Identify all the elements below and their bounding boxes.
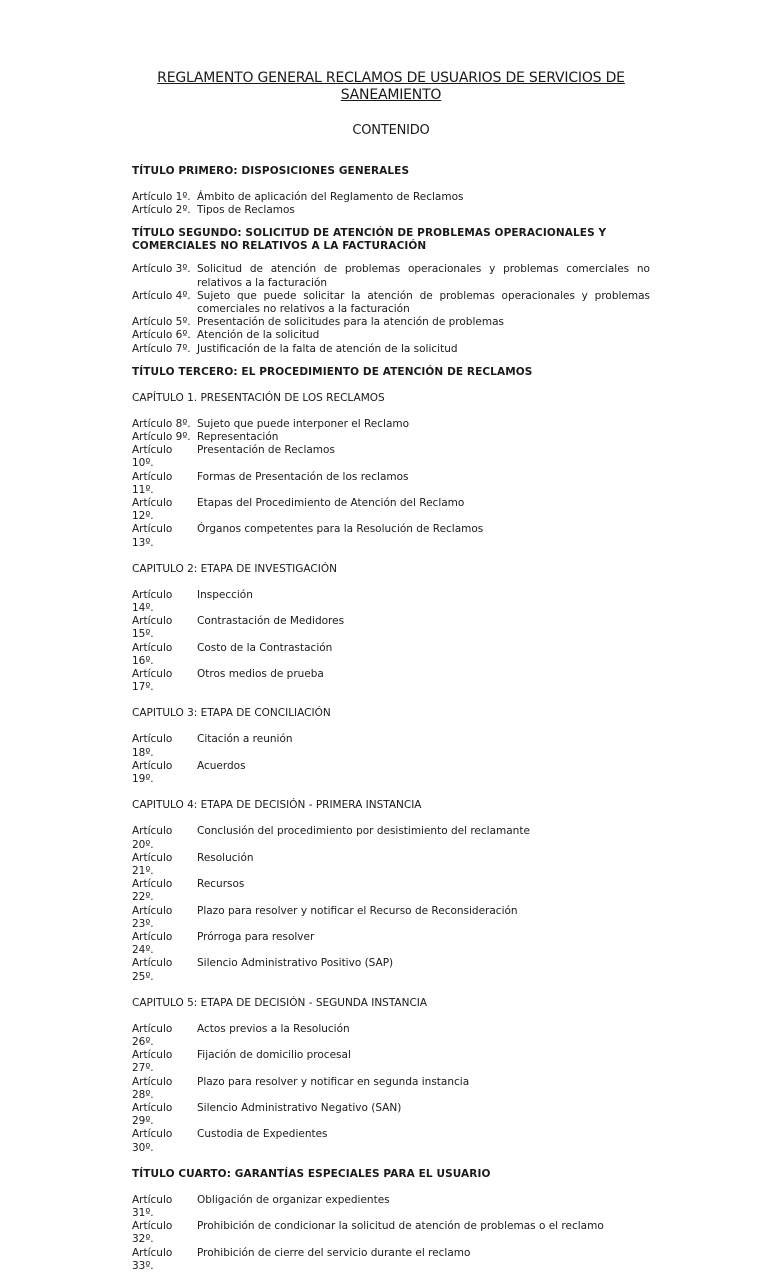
article-title: Representación <box>197 431 279 444</box>
article-label: Artículo 15º. <box>132 615 173 641</box>
article-entry <box>132 191 650 204</box>
article-label: Artículo 28º. <box>132 1075 173 1101</box>
document-title: REGLAMENTO GENERAL RECLAMOS DE USUARIOS DE SERVICIOS DE SANEAMIENTO <box>157 70 625 103</box>
article-title: Obligación de organizar expedientes <box>197 1193 390 1206</box>
chapter-heading: CAPÍTULO 1. PRESENTACIÓN DE LOS RECLAMOS <box>132 391 385 404</box>
article-label: Artículo 10º. <box>132 444 173 470</box>
article-entry <box>132 878 650 904</box>
article-title: Costo de la Contrastación <box>197 641 333 654</box>
article-title: Conclusión del procedimiento por desistimiento del reclamante <box>197 825 530 838</box>
article-label: Artículo 3º. <box>132 263 191 276</box>
article-title: Silencio Administrativo Negativo (SAN) <box>197 1101 402 1114</box>
article-title: Actos previos a la Resolución <box>197 1022 350 1035</box>
article-entry <box>132 642 650 668</box>
article-list <box>132 1023 650 1155</box>
article-list <box>132 733 650 786</box>
article-list <box>132 589 650 695</box>
article-list <box>132 825 650 983</box>
section-heading: TÍTULO SEGUNDO: SOLICITUD DE ATENCIÓN DE PROBLEMAS OPERACIONALES Y COMERCIALES NO RELATIVOS A LA FACTURACIÓN <box>132 227 607 253</box>
article-label: Artículo 16º. <box>132 641 173 667</box>
article-list <box>132 263 650 355</box>
article-label: Artículo 5º. <box>132 316 191 329</box>
article-label: Artículo 26º. <box>132 1022 173 1048</box>
article-title: Justificación de la falta de atención de la solicitud <box>197 342 458 355</box>
article-entry <box>132 497 650 523</box>
article-entry <box>132 1049 650 1075</box>
article-title: Contrastación de Medidores <box>197 615 345 628</box>
table-of-contents <box>132 165 650 1273</box>
article-entry <box>132 1102 650 1128</box>
article-label: Artículo 1º. <box>132 191 191 203</box>
article-title: Fijación de domicilio procesal <box>197 1049 351 1062</box>
article-title: Plazo para resolver y notificar en segunda instancia <box>197 1075 470 1088</box>
article-entry <box>132 290 650 316</box>
article-entry <box>132 852 650 878</box>
article-label: Artículo 27º. <box>132 1049 173 1075</box>
article-entry <box>132 343 650 356</box>
article-title: Inspección <box>197 588 253 601</box>
article-label: Artículo 2º. <box>132 204 191 217</box>
article-label: Artículo 22º. <box>132 878 173 904</box>
article-entry <box>132 931 650 957</box>
article-entry <box>132 1220 650 1246</box>
article-entry <box>132 523 650 549</box>
article-entry <box>132 615 650 641</box>
section-heading: TÍTULO CUARTO: GARANTÍAS ESPECIALES PARA EL USUARIO <box>132 1167 491 1180</box>
article-label: Artículo 25º. <box>132 957 173 983</box>
article-label: Artículo 9º. <box>132 431 191 444</box>
section-heading: TÍTULO TERCERO: EL PROCEDIMIENTO DE ATENCIÓN DE RECLAMOS <box>132 365 533 378</box>
article-title: Formas de Presentación de los reclamos <box>197 470 409 483</box>
article-label: Artículo 32º. <box>132 1220 173 1246</box>
article-title: Acuerdos <box>197 759 246 772</box>
article-label: Artículo 7º. <box>132 342 191 355</box>
article-label: Artículo 13º. <box>132 523 173 549</box>
article-entry <box>132 589 650 615</box>
article-entry <box>132 668 650 694</box>
article-entry <box>132 957 650 983</box>
article-label: Artículo 33º. <box>132 1246 173 1272</box>
article-entry <box>132 316 650 329</box>
article-label: Artículo 30º. <box>132 1128 173 1154</box>
article-entry <box>132 263 650 289</box>
article-entry <box>132 204 650 217</box>
article-title: Prohibición de condicionar la solicitud de atención de problemas o el reclamo <box>197 1220 604 1233</box>
article-title: Atención de la solicitud <box>197 329 320 342</box>
article-entry <box>132 905 650 931</box>
article-title: Recursos <box>197 878 245 891</box>
article-entry <box>132 825 650 851</box>
article-label: Artículo 21º. <box>132 851 173 877</box>
article-title: Presentación de Reclamos <box>197 444 335 457</box>
article-label: Artículo 31º. <box>132 1193 173 1219</box>
article-label: Artículo 8º. <box>132 417 191 430</box>
article-entry <box>132 444 650 470</box>
article-title: Solicitud de atención de problemas operacionales y problemas comerciales no relativos a la facturación <box>197 263 650 289</box>
article-entry <box>132 1023 650 1049</box>
chapter-heading: CAPITULO 4: ETAPA DE DECISIÓN - PRIMERA INSTANCIA <box>132 799 422 812</box>
article-title: Sujeto que puede solicitar la atención de problemas operacionales y problemas comerciales no relativos a la facturación <box>197 289 650 316</box>
article-label: Artículo 20º. <box>132 825 173 851</box>
article-label: Artículo 12º. <box>132 497 173 523</box>
article-label: Artículo 19º. <box>132 759 173 786</box>
article-title: Silencio Administrativo Positivo (SAP) <box>197 957 394 970</box>
article-title: Prórroga para resolver <box>197 930 315 943</box>
article-list <box>132 418 650 550</box>
article-label: Artículo 11º. <box>132 470 173 496</box>
article-label: Artículo 24º. <box>132 930 173 957</box>
article-entry <box>132 760 650 786</box>
contents-heading: CONTENIDO <box>352 123 430 138</box>
article-title: Sujeto que puede interponer el Reclamo <box>197 417 410 430</box>
article-entry <box>132 1247 650 1273</box>
chapter-heading: CAPITULO 2: ETAPA DE INVESTIGACIÓN <box>132 562 337 575</box>
article-title: Etapas del Procedimiento de Atención del Reclamo <box>197 497 465 510</box>
article-title: Otros medios de prueba <box>197 668 324 681</box>
article-entry <box>132 1076 650 1102</box>
article-title: Prohibición de cierre del servicio durante el reclamo <box>197 1246 471 1259</box>
article-entry <box>132 431 650 444</box>
article-label: Artículo 4º. <box>132 289 191 302</box>
article-label: Artículo 17º. <box>132 668 173 694</box>
article-label: Artículo 6º. <box>132 329 191 342</box>
article-title: Plazo para resolver y notificar el Recurso de Reconsideración <box>197 904 518 917</box>
article-title: Presentación de solicitudes para la atención de problemas <box>197 316 504 329</box>
article-list <box>132 191 650 217</box>
article-list <box>132 1194 650 1273</box>
article-title: Custodia de Expedientes <box>197 1128 328 1141</box>
chapter-heading: CAPITULO 3: ETAPA DE CONCILIACIÓN <box>132 707 331 720</box>
article-title: Citación a reunión <box>197 733 293 746</box>
article-title: Resolución <box>197 851 254 864</box>
section-heading: TÍTULO PRIMERO: DISPOSICIONES GENERALES <box>132 165 410 177</box>
article-label: Artículo 23º. <box>132 904 173 930</box>
article-title: Órganos competentes para la Resolución de Reclamos <box>197 523 484 536</box>
chapter-heading: CAPITULO 5: ETAPA DE DECISIÓN - SEGUNDA INSTANCIA <box>132 996 428 1009</box>
article-entry <box>132 1194 650 1220</box>
article-entry <box>132 471 650 497</box>
article-label: Artículo 14º. <box>132 588 173 615</box>
article-entry <box>132 733 650 759</box>
article-entry <box>132 418 650 431</box>
article-title: Tipos de Reclamos <box>197 204 295 217</box>
article-label: Artículo 18º. <box>132 733 173 759</box>
article-label: Artículo 29º. <box>132 1101 173 1128</box>
article-entry <box>132 1128 650 1154</box>
article-entry <box>132 329 650 342</box>
article-title: Ámbito de aplicación del Reglamento de Reclamos <box>197 191 464 203</box>
